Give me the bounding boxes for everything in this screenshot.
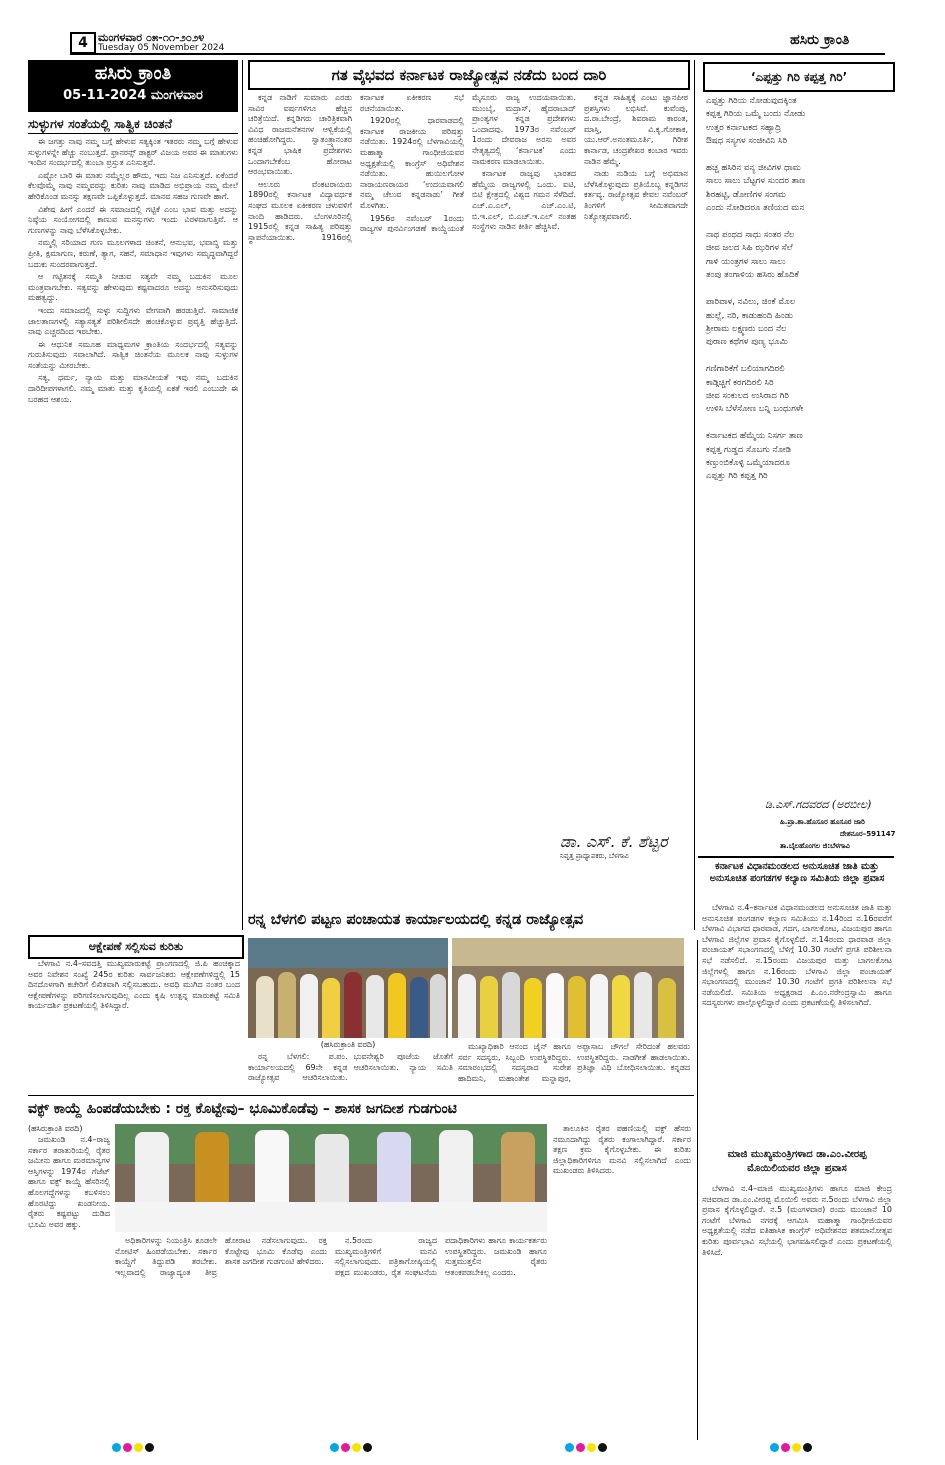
poem-line: ಶಿರಹಟ್ಟಿ, ಡೋಣಿಗಳ ಸಂಗಮ [706, 189, 787, 200]
print-registration-dot [792, 1443, 801, 1452]
page-number: 4 [70, 32, 96, 54]
print-registration-dot [598, 1443, 607, 1452]
rajyotsava-caption: (ಹಸಿರುಕ್ರಾಂತಿ ವರದಿ) [320, 1040, 376, 1049]
editorial-body [28, 137, 238, 927]
main-article-paragraph: ಕನ್ನಡ ನಾಡಿಗೆ ಸುಮಾರು ಎರಡು ಸಾವಿರ ವರ್ಷಗಳಿಗೂ ಹೆಚ್ಚಿನ ಚರಿತ್ರೆಯಿದೆ. ಕನ್ನಡಿಗರು ಚಾರಿತ್ರಿಕವಾಗಿ ವಿವಿಧ ರಾಜಮನೆತನಗಳ ಆಳ್ವಿಕೆಯಲ್ಲಿ ಹಂಚಿಹೋಗಿದ್ದರು. ಸ್ವಾತಂತ್ರ್ಯಾನಂತರ ಕನ್ನಡ ಭಾಷಿಕ ಪ್ರದೇಶಗಳು ಒಂದಾಗಬೇಕೆಂಬ ಹೋರಾಟ ಆರಂಭವಾಯಿತು. [248, 93, 352, 177]
masthead-title: ಹಸಿರು ಕ್ರಾಂತಿ [94, 63, 172, 84]
sc-st-body [702, 903, 892, 1143]
waqf-paragraph: ನ.5ರಂದು ರಾಜ್ಯದ ಮುಖ್ಯಮಂತ್ರಿಗಳಿಗೆ ಮನವಿ ಸಲ್ಲಿಸಲಾಗುವುದು. ಪತ್ರಿಕಾಗೋಷ್ಠಿಯಲ್ಲಿ ಪಕ್ಷದ ಮುಖಂಡರು, ರೈತ ಸಂಘಟನೆಯ ಪದಾಧಿಕಾರಿಗಳು ಹಾಗೂ ಕಾರ್ಯಕರ್ತರು ಉಪಸ್ಥಿತರಿದ್ದರು. ಜಮಖಂಡಿ ಹಾಗೂ ಸುತ್ತಮುತ್ತಲಿನ ರೈತರು ಆತಂಕಪಡಬೇಕಿಲ್ಲ ಎಂದರು. [335, 1236, 547, 1277]
poem-line: ಕರ್ನಾಟಕದ ಹೆಮ್ಮೆಯ ನಿಸರ್ಗ ತಾಣ [706, 431, 803, 442]
header-date-kannada: ಮಂಗಳವಾರ ೦೫-೧೧-೨೦೨೪ [98, 31, 205, 44]
print-registration-dot [781, 1443, 790, 1452]
sc-st-paragraph: ಬೆಳಗಾವಿ ನ.4–ಕರ್ನಾಟಕ ವಿಧಾನಮಂಡಲದ ಅನುಸೂಚಿತ ಜಾತಿ ಮತ್ತು ಅನುಸೂಚಿತ ಪಂಗಡಗಳ ಕಲ್ಯಾಣ ಸಮಿತಿಯು ನ.14ರಿಂದ ನ.16ರವರೆಗೆ ಬೆಳಗಾವಿ ವಿಭಾಗದ ಧಾರವಾಡ, ಗದಗ, ಬಾಗಲಕೋಟ, ವಿಜಯಪುರ ಹಾಗೂ ಬೆಳಗಾವಿ ಜಿಲ್ಲೆಗಳ ಪ್ರವಾಸ ಕೈಗೊಳ್ಳಲಿದೆ. ನ.14ರಂದು ಧಾರವಾಡ ಜಿಲ್ಲಾ ಪಂಚಾಯತ್ ಸಭಾಂಗಣದಲ್ಲಿ ಬೆಳಿಗ್ಗೆ 10.30 ಗಂಟೆಗೆ ಪ್ರಗತಿ ಪರಿಶೀಲನಾ ಸಭೆ ನಡೆಸಲಿದೆ. ನ.15ರಂದು ವಿಜಯಪುರ ಮತ್ತು ಬಾಗಲಕೋಟ ಜಿಲ್ಲೆಗಳಲ್ಲಿ ಹಾಗೂ ನ.16ರಂದು ಬೆಳಗಾವಿ ಜಿಲ್ಲಾ ಪಂಚಾಯತ್ ಸಭಾಂಗಣದಲ್ಲಿ ಮುಂಜಾನೆ 10.30 ಗಂಟೆಗೆ ಪ್ರಗತಿ ಪರಿಶೀಲನಾ ಸಭೆ ನಡೆಯಲಿದೆ. ಸಮಿತಿಯ ಅಧ್ಯಕ್ಷರಾದ ಪಿ.ಎಂ.ನರೇಂದ್ರಸ್ವಾಮಿ ಹಾಗೂ ಸದಸ್ಯರುಗಳು ಪಾಲ್ಗೊಳ್ಳಲಿದ್ದಾರೆ ಎಂದು ಪ್ರಕಟಣೆಯಲ್ಲಿ ತಿಳಿಸಲಾಗಿದೆ. [702, 903, 892, 1008]
print-registration-dot [587, 1443, 596, 1452]
waqf-body-b [115, 1236, 547, 1431]
waqf-headline: ವಕ್ಫ್ ಕಾಯ್ದೆ ಹಿಂಪಡೆಯಬೇಕು : ರಕ್ತ ಕೊಟ್ಟೇವು– ಭೂಮಿಕೊಡೆವು – ಶಾಸಕ ಜಗದೀಶ ಗುಡಗುಂಟಿ [28, 1101, 457, 1117]
objection-headline: ಆಕ್ಷೇಪಣೆ ಸಲ್ಲಿಸುವ ಕುರಿತು [28, 935, 244, 959]
main-article-headline: ಗತ ವೈಭವದ ಕರ್ನಾಟಕ ರಾಜ್ಯೋತ್ಸವ ನಡೆದು ಬಂದ ದಾರಿ [248, 60, 690, 90]
waqf-body-c [553, 1124, 691, 1430]
objection-paragraph: ಬೆಳಗಾವಿ ನ.4–ಸವದತ್ತಿ ಮುಖ್ಯಮಾರುಕಟ್ಟೆ ಪ್ರಾಂಗಣದಲ್ಲಿ ಜಿ.ಪಿ ಹಂಚಿಕ್ಕಾದ ಅವರ ನಿವೇಶನ ಸಂಖ್ಯೆ 245ರ ಕುರಿತು ಸಾರ್ವಜನಿಕರು ಆಕ್ಷೇಪಣೆಗಳಿದ್ದಲ್ಲಿ 15 ದಿನದೊಳಗಾಗಿ ಕಚೇರಿಗೆ ಲಿಖಿತವಾಗಿ ಸಲ್ಲಿಸಬಹುದು. ಅವಧಿ ಮುಗಿದ ನಂತರ ಬಂದ ಆಕ್ಷೇಪಣೆಗಳನ್ನು ಪರಿಗಣಿಸಲಾಗುವುದಿಲ್ಲ ಎಂದು ಕೃಷಿ ಉತ್ಪನ್ನ ಮಾರುಕಟ್ಟೆ ಸಮಿತಿ ಕಾರ್ಯದರ್ಶಿ ಪ್ರಕಟಣೆಯಲ್ಲಿ ತಿಳಿಸಿದ್ದಾರೆ. [28, 959, 240, 1011]
header-date-english: Tuesday 05 November 2024 [98, 43, 225, 53]
main-article-author-signature: ಡಾ. ಎಸ್. ಕೆ. ಶೆಟ್ಟರ [560, 832, 668, 851]
poem-line [706, 283, 892, 296]
poem-line: ಸಾಲು ಸಾಲು ಬೆಟ್ಟಗಳ ಸುಂದರ ತಾಣ [706, 176, 806, 187]
poem-author: ಡಿ.ಎಸ್.ಗದವರದ (ಅರಬೀಲ) [765, 798, 872, 811]
rajyotsava-body-a [248, 1052, 453, 1094]
editorial-paragraph: ಈ ಜಗತ್ತು ನಾವು ನಮ್ಮ ಬಗ್ಗೆ ಹೇಳುವ ಸತ್ಯಕ್ಕಿಂತ ಇತರರು ನಮ್ಮ ಬಗ್ಗೆ ಹೇಳುವ ಸುಳ್ಳುಗಳನ್ನೇ ಹೆಚ್ಚು ನಂಬುತ್ತದೆ. ಫ್ರಾನರನ್ಸ್ ಡಾಕ್ಟರ್ ವಿಜಯ ಅವರ ಈ ಮಾತುಗಳು ಇಂದಿನ ಸಂದರ್ಭದಲ್ಲಿ ತುಂಬಾ ಪ್ರಸ್ತುತ ಎನಿಸುತ್ತವೆ. [28, 137, 238, 168]
column-divider [242, 60, 243, 930]
poem-line: ಉಳಿಸಿ ಬೆಳೆಸೋಣ ಬನ್ನಿ ಬಂಧುಗಳೇ [706, 404, 804, 415]
waqf-paragraph: ತಾಲೂಕಿನ ರೈತರ ಪಹಣಿಯಲ್ಲಿ ವಕ್ಫ್ ಹೆಸರು ನಮೂದಾಗಿದ್ದು ರೈತರು ಕಂಗಾಲಾಗಿದ್ದಾರೆ. ಸರ್ಕಾರ ತಕ್ಷಣ ಕ್ರಮ ಕೈಗೊಳ್ಳಬೇಕು. ಈ ಕುರಿತು ಜಿಲ್ಲಾಧಿಕಾರಿಗಳಿಗೂ ಮನವಿ ಸಲ್ಲಿಸಲಾಗಿದೆ ಎಂದು ಮುಖಂಡರು ತಿಳಿಸಿದರು. [553, 1124, 691, 1176]
editorial-paragraph: ಇಂದು ಸಮಾಜದಲ್ಲಿ ಸುಳ್ಳು ಸುದ್ದಿಗಳು ವೇಗವಾಗಿ ಹರಡುತ್ತಿವೆ. ಸಾಮಾಜಿಕ ಜಾಲತಾಣಗಳಲ್ಲಿ ಸತ್ಯಾಸತ್ಯತೆ ಪರಿಶೀಲಿಸದೇ ಹಂಚಿಕೊಳ್ಳುವ ಪ್ರವೃತ್ತಿ ಹೆಚ್ಚುತ್ತಿದೆ. ನಾವು ಎಚ್ಚರದಿಂದ ಇರಬೇಕು. [28, 305, 238, 337]
poem-line: ಎಪ್ಪತ್ತು ಗಿರಿಯ ನೋಡುವುದಕ್ಕಿಂತ [706, 96, 797, 106]
main-article-author-desc: ನಿವೃತ್ತ ಪ್ರಾಧ್ಯಾಪಕರು, ಬೆಳಗಾವಿ [560, 852, 629, 860]
poem-line: ಎಂದು ನೋಡಿದರೂ ತಣಿಯದ ಮನ [706, 203, 805, 214]
print-registration-dot [363, 1443, 372, 1452]
editorial-paragraph: ಎಷ್ಟೋ ಬಾರಿ ಈ ಮಾತು ನಮ್ಮೆಲ್ಲರ ಹೌದು, ಇದು ನಿಜ ಎನಿಸುತ್ತದೆ. ಏಕೆಂದರೆ ಕೆಲವೊಮ್ಮೆ ನಾವು ನಮ್ಮವರನ್ನು ಕುರಿತು ನಾವು ಮಾಡಿದ ಅಭಿಪ್ರಾಯ ನಮ್ಮ ಮೇಲೆ ಹೇರಿಕೊಂಡ ಮನಸ್ಸು ತಕ್ಷಣವೇ ಒಪ್ಪಿಕೊಳ್ಳುತ್ತದೆ. ಮಾನವ ಸಹಜ ಗುಣವೇ ಹಾಗೆ. [28, 170, 238, 201]
objection-body [28, 959, 240, 1087]
rajyotsava-paragraph: ಮುಖ್ಯಾಧಿಕಾರಿ ಆನಂದ ಜೈನ್ ಹಾಗೂ ಸರ್ವ ಸದಸ್ಯರು, ಸಿಬ್ಬಂದಿ ಉಪಸ್ಥಿತರಿದ್ದರು. ಸಮಾರಂಭದಲ್ಲಿ ಸದಸ್ಯರಾದ ಸುರೇಶ ಹಾದಿಮನಿ, ಮಹಾಂತೇಶ ಮನ್ನಾಪುರ, ಅಪ್ಪಾಸಾಬ ಚೌಗಲೆ ಸೇರಿದಂತೆ ಹಲವರು ಉಪಸ್ಥಿತರಿದ್ದರು. ನಾಡಗೀತೆ ಹಾಡಲಾಯಿತು. ಪ್ರತಿಜ್ಞಾ ವಿಧಿ ಬೋಧಿಸಲಾಯಿತು. ಕನ್ನಡದ [458, 1042, 690, 1083]
main-article-paragraph: ಕನ್ನಡ ಸಾಹಿತ್ಯಕ್ಕೆ ಎಂಟು ಜ್ಞಾನಪೀಠ ಪ್ರಶಸ್ತಿಗಳು ಲಭಿಸಿವೆ. ಕುವೆಂಪು, ದ.ರಾ.ಬೇಂದ್ರೆ, ಶಿವರಾಮ ಕಾರಂತ, ಮಾಸ್ತಿ, ವಿ.ಕೃ.ಗೋಕಾಕ, ಯು.ಆರ್.ಅನಂತಮೂರ್ತಿ, ಗಿರೀಶ ಕಾರ್ನಾಡ, ಚಂದ್ರಶೇಖರ ಕಂಬಾರ ಇವರು ನಾಡಿನ ಹೆಮ್ಮೆ. [584, 93, 688, 166]
poem-line [706, 149, 892, 162]
print-registration-dot [123, 1443, 132, 1452]
editorial-headline: ಸುಳ್ಳುಗಳ ಸಂತೆಯಲ್ಲಿ ಸಾತ್ವಿಕ ಚಿಂತನೆ [28, 116, 173, 131]
poem-address-2: ದೇಶನೂರ–591147 [840, 830, 896, 838]
masthead [28, 60, 238, 112]
masthead-date: 05-11-2024 ಮಂಗಳವಾರ [63, 88, 203, 103]
poem-line: ಹುಲ್ಲೆ, ನರಿ, ಕಾಡುಹಂದಿ ಹಿಂಡು [706, 310, 793, 321]
ex-cm-headline: ಮಾಜಿ ಮುಖ್ಯಮಂತ್ರಿಗಳಾದ ಡಾ.ಎಂ.ವೀರಪ್ಪ ಮೊಯಿಲಿಯವರ ಜಿಲ್ಲಾ ಪ್ರವಾಸ [727, 1149, 867, 1174]
poem-line: ಕಾಡ್ಗಿಚ್ಚಿಗೆ ಕರಗದಿರಲಿ ಸಿರಿ [706, 377, 774, 388]
print-registration-dot [352, 1443, 361, 1452]
editorial-paragraph: ಈ ಆಧುನಿಕ ಸಮೂಹ ಮಾಧ್ಯಮಗಳ ಕ್ರಾಂತಿಯ ಸಂದರ್ಭದಲ್ಲಿ ಸತ್ಯವನ್ನು ಗುರುತಿಸುವುದು ಸವಾಲಾಗಿದೆ. ಸಾತ್ವಿಕ ಚಿಂತನೆಯ ಮೂಲಕ ನಾವು ಸುಳ್ಳುಗಳ ಸಂತೆಯನ್ನು ಮೀರಬೇಕು. [28, 339, 238, 370]
main-article-paragraph: ಕರ್ನಾಟಕ ರಾಜ್ಯವು ಭಾರತದ ಹೆಮ್ಮೆಯ ರಾಜ್ಯಗಳಲ್ಲಿ ಒಂದು. ಐಟಿ, ಬಿಟಿ ಕ್ಷೇತ್ರದಲ್ಲಿ ವಿಶ್ವದ ಗಮನ ಸೆಳೆದಿದೆ. ಎಚ್.ಎ.ಎಲ್, ಎಚ್.ಎಂ.ಟಿ, ಬಿ.ಇ.ಎಲ್, ಬಿ.ಎಚ್.ಇ.ಎಲ್ ನಂತಹ ಸಂಸ್ಥೆಗಳು ನಾಡಿನ ಕೀರ್ತಿ ಹೆಚ್ಚಿಸಿವೆ. [472, 169, 576, 232]
poem-line: ಹಚ್ಚ ಹಸಿರಿನ ವನ್ಯ ಜೀವಿಗಳ ಧಾಮ [706, 163, 801, 174]
sc-st-headline: ಕರ್ನಾಟಕ ವಿಧಾನಮಂಡಲದ ಅನುಸೂಚಿತ ಜಾತಿ ಮತ್ತು ಅನುಸೂಚಿತ ಪಂಗಡಗಳ ಕಲ್ಯಾಣ ಸಮಿತಿಯ ಜಿಲ್ಲಾ ಪ್ರವಾಸ [709, 861, 885, 884]
ex-cm-body [702, 1184, 892, 1434]
waqf-body-a [28, 1135, 110, 1430]
poem-address-3: ತಾ.ಬೈಲಹೊಂಗಲ ಜಿ:ಬೆಳಗಾವಿ [780, 842, 850, 850]
poem-line [706, 350, 892, 363]
poem-line [706, 417, 892, 430]
header-brand: ಹಸಿರು ಕ್ರಾಂತಿ [790, 32, 850, 48]
print-registration-dot [576, 1443, 585, 1452]
rajyotsava-body-b [458, 1042, 690, 1094]
main-article-paragraph: ನಾಡು ನುಡಿಯ ಬಗ್ಗೆ ಅಭಿಮಾನ ಬೆಳೆಸಿಕೊಳ್ಳುವುದು ಪ್ರತಿಯೊಬ್ಬ ಕನ್ನಡಿಗನ ಕರ್ತವ್ಯ. ರಾಜ್ಯೋತ್ಸವ ಕೇವಲ ನವೆಂಬರ್ ತಿಂಗಳಿಗೆ ಸೀಮಿತವಾಗದೇ ನಿತ್ಯೋತ್ಸವವಾಗಲಿ. [584, 169, 688, 221]
poem-title: ‘ಎಪ್ಪತ್ತು ಗಿರಿ ಕಪ್ಪತ್ತ ಗಿರಿ’ [703, 62, 895, 92]
waqf-caption: (ಹಸಿರುಕ್ರಾಂತಿ ವರದಿ) [28, 1124, 83, 1133]
poem-address-1: ಹಿ.ಪ್ರಾ.ಶಾ.ಹೊಸೂರ ಹೂಸೂರ ಜಾರಿ [780, 818, 865, 826]
poem-line: ಕಣ್ತುಂಬಿಕೊಳ್ಳಿ ಒಮ್ಮೆಯಾದರೂ [706, 457, 790, 468]
rajyotsava-paragraph: ರನ್ನ ಬೆಳಗಲಿ: ಪ.ಪಂ. ಕಾರ್ಯಾಲಯದಲ್ಲಿ 69ನೇ ಕನ್ನಡ ರಾಜ್ಯೋತ್ಸವ ಆಚರಿಸಲಾಯಿತು. ಭುವನೇಶ್ವರಿ ಪೂಜೆಯ ಜೊತೆಗೆ ಆಚರಿಸಲಾಯಿತು. ನ್ಯಾಯ ಸಮಿತಿ [248, 1052, 453, 1083]
waqf-paragraph: ಜಮಖಂಡಿ ನ.4–ರಾಜ್ಯ ಸರ್ಕಾರ ತರಾತುರಿಯಲ್ಲಿ ರೈತರ ಜಮೀನು ಹಾಗೂ ಮಠಮಾನ್ಯಗಳ ಆಸ್ತಿಗಳನ್ನು 1974ರ ಗೆಜೆಟ್ ಹಾಗೂ ವಕ್ಫ್ ಕಾಯ್ದೆ ಹೆಸರಿನಲ್ಲಿ ಹೊಲಗದ್ದೆಗಳನ್ನು ಕಬಳಿಸಲು ಹೊರಟಿದ್ದು ಖಂಡನೀಯ. ರೈತರು ಕಷ್ಟಪಟ್ಟು ದುಡಿದ ಭೂಮಿ ಅವರ ಹಕ್ಕು. [28, 1135, 110, 1229]
poem-line: ಗಣಿಗಾರಿಕೆಗೆ ಬಲಿಯಾಗದಿರಲಿ [706, 364, 785, 375]
rajyotsava-photo-group [452, 938, 684, 1038]
print-registration-dot [770, 1443, 779, 1452]
poem-line: ಕಪ್ಪತ್ತ ಗಿರಿಯ ಒಮ್ಮೆ ಬಂದು ನೋಡು [706, 109, 806, 120]
main-article-paragraph: 1956ರ ನವೆಂಬರ್ 1ರಂದು ರಾಜ್ಯಗಳ ಪುನರ್ವಿಂಗಡಣೆ ಕಾಯ್ದೆಯಂತೆ ಮೈಸೂರು ರಾಜ್ಯ ಉದಯವಾಯಿತು. ಮುಂಬೈ, ಮದ್ರಾಸ್, ಹೈದರಾಬಾದ್ ಪ್ರಾಂತ್ಯಗಳ ಕನ್ನಡ ಪ್ರದೇಶಗಳು ಒಂದಾದವು. 1973ರ ನವೆಂಬರ್ 1ರಂದು ದೇವರಾಜ ಅರಸು ಅವರ ನೇತೃತ್ವದಲ್ಲಿ ‘ಕರ್ನಾಟಕ’ ಎಂದು ನಾಮಕರಣ ಮಾಡಲಾಯಿತು. [360, 93, 576, 234]
poem-line: ಎಪ್ಪತ್ತು ಗಿರಿ ಕಪ್ಪತ್ತ ಗಿರಿ [706, 471, 768, 482]
print-registration-dot [134, 1443, 143, 1452]
column-divider [697, 940, 698, 1440]
rajyotsava-photo [248, 938, 448, 1038]
poem-line: ಜೀವ ಜಲದ ಸಿಹಿ ಝರಿಗಳ ಸೆಲೆ [706, 243, 793, 254]
main-article-paragraph: ಆಲೂರು ವೆಂಕಟರಾಯರು 1890ರಲ್ಲಿ ಕರ್ನಾಟಕ ವಿದ್ಯಾವರ್ಧಕ ಸಂಘದ ಮೂಲಕ ಏಕೀಕರಣ ಚಳುವಳಿಗೆ ನಾಂದಿ ಹಾಡಿದರು. ಬೆಂಗಳೂರಿನಲ್ಲಿ 1915ರಲ್ಲಿ ಕನ್ನಡ ಸಾಹಿತ್ಯ ಪರಿಷತ್ತು ಸ್ಥಾಪನೆಯಾಯಿತು. 1916ರಲ್ಲಿ ಕರ್ನಾಟಕ ಏಕೀಕರಣ ಸಭೆ ರಚನೆಯಾಯಿತು. [248, 93, 464, 242]
waqf-photo [115, 1124, 547, 1232]
poem-body [706, 95, 892, 484]
main-article-paragraph: 1920ರಲ್ಲಿ ಧಾರವಾಡದಲ್ಲಿ ಕರ್ನಾಟಕ ರಾಜಕೀಯ ಪರಿಷತ್ತು ನಡೆಯಿತು. 1924ರಲ್ಲಿ ಬೆಳಗಾವಿಯಲ್ಲಿ ಮಹಾತ್ಮಾ ಗಾಂಧೀಜಿಯವರ ಅಧ್ಯಕ್ಷತೆಯಲ್ಲಿ ಕಾಂಗ್ರೆಸ್ ಅಧಿವೇಶನ ನಡೆಯಿತು. ಹುಯಿಲಗೋಳ ನಾರಾಯಣರಾಯರ ‘ಉದಯವಾಗಲಿ ನಮ್ಮ ಚೆಲುವ ಕನ್ನಡನಾಡು’ ಗೀತೆ ಮೊಳಗಿತು. [360, 116, 464, 210]
column-divider [694, 60, 695, 930]
poem-line: ಪುರಾಣ ಕಥೆಗಳ ಪುಣ್ಯ ಭೂಮಿ [706, 337, 788, 348]
poem-line [706, 216, 892, 229]
poem-line: ಉತ್ತರ ಕರ್ನಾಟಕದ ಸಹ್ಯಾದ್ರಿ [706, 122, 782, 133]
waqf-paragraph: ಅಧಿಕಾರಿಗಳನ್ನು ನಿಯಂತ್ರಿಸಿ ಕೂಡಲೇ ನೋಟಿಸ್ ಹಿಂಪಡೆಯಬೇಕು. ಸರ್ಕಾರ ಕಾಯ್ದೆಗೆ ತಿದ್ದುಪಡಿ ತರಬೇಕು. ಇಲ್ಲವಾದಲ್ಲಿ ರಾಜ್ಯಾದ್ಯಂತ ತೀವ್ರ ಹೋರಾಟ ನಡೆಸಲಾಗುವುದು. ರಕ್ತ ಕೊಟ್ಟೇವು ಭೂಮಿ ಕೊಡೆವು ಎಂದು ಶಾಸಕ ಜಗದೀಶ ಗುಡಗುಂಟಿ ಹೇಳಿದರು. [115, 1236, 327, 1277]
editorial-rule [28, 133, 238, 134]
main-article-body [248, 93, 688, 833]
waqf-rule [28, 1095, 694, 1096]
editorial-paragraph: ಸತ್ಯ, ಧರ್ಮ, ನ್ಯಾಯ ಮತ್ತು ಮಾನವೀಯತೆ ಇವು ನಮ್ಮ ಬದುಕಿನ ದಾರಿದೀಪಗಳಾಗಲಿ. ನಮ್ಮ ಮಾತು ಮತ್ತು ಕೃತಿಯಲ್ಲಿ ಏಕತೆ ಇರಲಿ ಎಂಬುದೇ ಈ ಬರಹದ ಆಶಯ. [28, 373, 238, 404]
header-divider [70, 53, 885, 55]
print-registration-dot [112, 1443, 121, 1452]
poem-line: ಕಪ್ಪತ್ತ ಗುಡ್ಡದ ಸೊಬಗು ನೋಡಿ [706, 444, 791, 455]
print-registration-dot [341, 1443, 350, 1452]
editorial-paragraph: ವಿಶೇಷ ಹೀಗೆ ಎಂದರೆ ಈ ಸಮಾಜದಲ್ಲಿ ಗಟ್ಟಿಕೆ ಎಂಬ ಭಾವ ಮತ್ತು ಅದನ್ನು ನಿಷ್ಠೆಯ ಸಂಯೋಗದಲ್ಲಿ ಕಾಣುವ ಮನಸ್ಸುಗಳು ಇಂದು ವಿರಳವಾಗುತ್ತಿವೆ. ಆ ಗುಣಗಳನ್ನು ನಾವು ಬೆಳೆಸಿಕೊಳ್ಳಬೇಕು. [28, 204, 238, 235]
rajyotsava-headline: ರನ್ನ ಬೆಳಗಲಿ ಪಟ್ಟಣ ಪಂಚಾಯತ ಕಾರ್ಯಾಲಯದಲ್ಲಿ ಕನ್ನಡ ರಾಜ್ಯೋತ್ಸವ [248, 912, 584, 928]
sc-st-rule [698, 856, 894, 858]
poem-line: ಪಾರಿವಾಳ, ನವಿಲು, ಜಿಂಕೆ ಮೊಲ [706, 297, 796, 308]
poem-line: ಶ್ರೀರಾಮ ಲಕ್ಷ್ಮಣರು ಬಂದ ನೆಲ [706, 323, 787, 334]
print-registration-dot [145, 1443, 154, 1452]
editorial-paragraph: ನಮ್ಮಲ್ಲಿ ಸರಿಯಾದ ಗುಣ ಮೂಲಗಳಾದ ಚಿಂತನೆ, ಆನುಭವ, ಭವಾಬ್ಧಿ ಮತ್ತು ಪ್ರೀತಿ, ಕ್ಷಮಾಗುಣ, ಕರುಣೆ, ತ್ಯಾಗ, ಸಹನೆ, ಸಮಾಧಾನ ಇವುಗಳು ಸಮೃದ್ಧವಾಗಿದ್ದರೆ ಬದುಕು ಸುಂದರವಾಗುತ್ತದೆ. [28, 238, 238, 269]
print-registration-dot [565, 1443, 574, 1452]
poem-line: ಜೀವ ಸಂಕುಲದ ಉಸಿರಾದ ಗಿರಿ [706, 390, 789, 401]
print-registration-dot [803, 1443, 812, 1452]
ex-cm-paragraph: ಬೆಳಗಾವಿ ನ.4–ಮಾಜಿ ಮುಖ್ಯಮಂತ್ರಿಗಳು ಹಾಗೂ ಮಾಜಿ ಕೇಂದ್ರ ಸಚಿವರಾದ ಡಾ.ಎಂ.ವೀರಪ್ಪ ಮೊಯಿಲಿ ಅವರು ನ.5ರಂದು ಬೆಳಗಾವಿ ಜಿಲ್ಲಾ ಪ್ರವಾಸ ಕೈಗೊಳ್ಳಲಿದ್ದಾರೆ. ನ.5 (ಮಂಗಳವಾರ) ರಂದು ಮುಂಜಾನೆ 10 ಗಂಟೆಗೆ ಬೆಳಗಾವಿ ನಗರಕ್ಕೆ ಆಗಮಿಸಿ ಮಹಾತ್ಮಾ ಗಾಂಧೀಜಿಯವರ ಅಧ್ಯಕ್ಷತೆಯಲ್ಲಿ ನಡೆದ ಐತಿಹಾಸಿಕ ಕಾಂಗ್ರೆಸ್ ಅಧಿವೇಶನದ ಶತಮಾನೋತ್ಸವ ಕುರಿತು ಪೂರ್ವಭಾವಿ ಸಭೆಯಲ್ಲಿ ಭಾಗವಹಿಸಲಿದ್ದಾರೆ ಎಂದು ಪ್ರಕಟಣೆಯಲ್ಲಿ ತಿಳಿಸಿದೆ. [702, 1184, 892, 1257]
poem-line: ಗಾಳಿ ಯಂತ್ರಗಳ ಸಾಲು ಸಾಲು [706, 256, 786, 267]
poem-line: ನಾಥ ಪಂಥದ ಸಾಧು ಸಂತರ ನೆಲ [706, 230, 795, 241]
poem-line: ತಂಪು ತಂಗಾಳಿಯ ಹಸಿರು ಹೊದಿಕೆ [706, 270, 799, 281]
print-registration-dot [330, 1443, 339, 1452]
editorial-paragraph: ಆ ಗಟ್ಟಿತನಕ್ಕೆ ಸಮ್ಮತಿ ನೀಡುವ ಸತ್ಯವೇ ನಮ್ಮ ಬದುಕಿನ ಮೂಲ ಮಂತ್ರವಾಗಬೇಕು. ಸತ್ಯವನ್ನು ಹೇಳುವುದು ಕಷ್ಟವಾದರೂ ಅದನ್ನು ಅನುಸರಿಸುವುದು ಮಹತ್ವದ್ದು. [28, 272, 238, 303]
poem-line: ಔಷಧ ಸಸ್ಯಗಳ ಸಂಜೀವಿನಿ ಸಿರಿ [706, 136, 788, 147]
